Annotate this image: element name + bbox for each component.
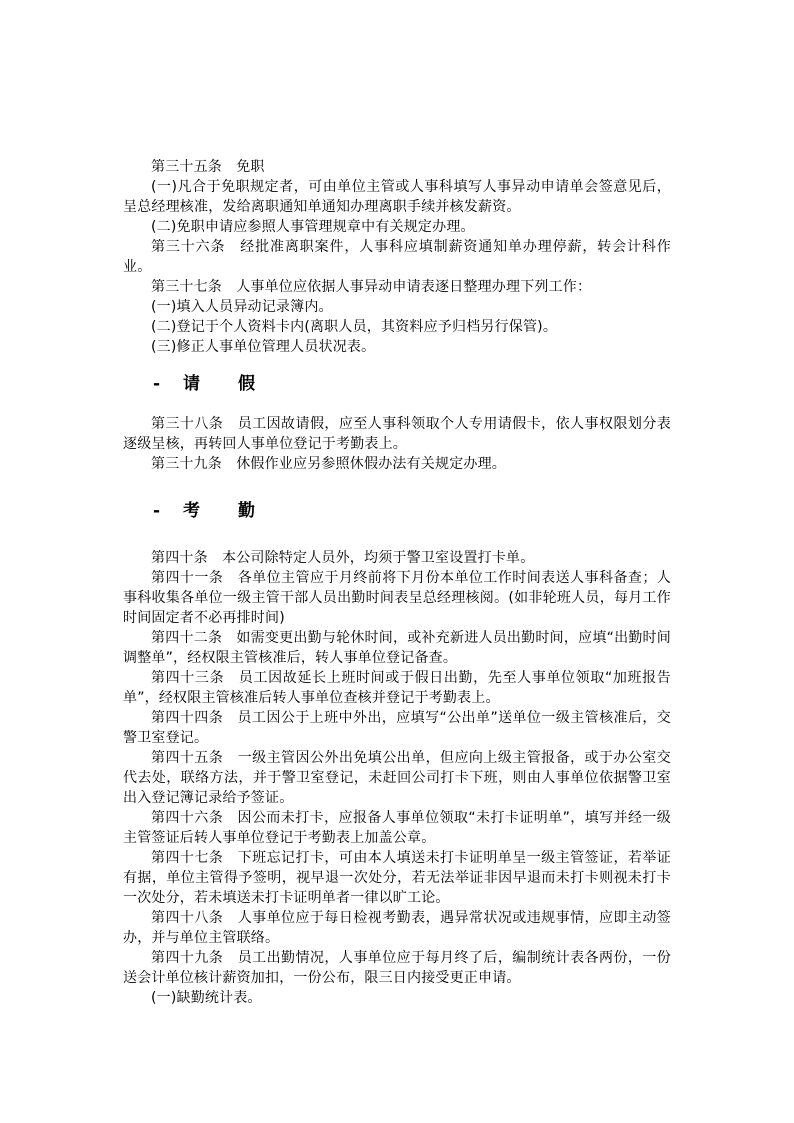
heading-char-2: 勤	[238, 501, 255, 521]
article-49-item-1: (一)缺勤统计表。	[151, 990, 262, 1006]
section-heading-leave	[123, 373, 671, 395]
article-42: 第四十二条 如需变更出勤与轮休时间，或补充新进人员出勤时间，应填“出勤时间调整单”，经权限主管核准后，转人事单位登记备查。	[123, 630, 671, 666]
heading-char-2: 假	[238, 374, 255, 394]
article-37: 第三十七条 人事单位应依据人事异动申请表逐日整理办理下列工作：	[151, 279, 592, 295]
article-43: 第四十三条 员工因故延长上班时间或于假日出勤，先至人事单位领取“加班报告单”，经权限主管核准后转人事单位查核并登记于考勤表上。	[123, 670, 671, 706]
article-35-item-2: (二)免职申请应参照人事管理规章中有关规定办理。	[151, 219, 475, 235]
article-47: 第四十七条 下班忘记打卡，可由本人填送未打卡证明单呈一级主管签证，若举证有据，单位主管得予签明，视早退一次处分，若无法举证非因早退而未打卡则视未打卡一次处分，若未填送未打卡证明单者一律以旷工论。	[123, 850, 671, 906]
article-44: 第四十四条 员工因公于上班中外出，应填写“公出单”送单位一级主管核准后，交警卫室登记。	[123, 710, 671, 746]
article-37-item-3: (三)修正人事单位管理人员状况表。	[151, 339, 376, 355]
article-41: 第四十一条 各单位主管应于月终前将下月份本单位工作时间表送人事科备查；人事科收集各单位一级主管干部人员出勤时间表呈总经理核阅。(如非轮班人员，每月工作时间固定者不必再排时间)	[123, 570, 671, 626]
heading-dash: -	[153, 374, 161, 394]
article-46: 第四十六条 因公而未打卡，应报备人事单位领取“未打卡证明单”，填写并经一级主管签证后转人事单位登记于考勤表上加盖公章。	[123, 810, 671, 846]
article-49: 第四十九条 员工出勤情况，人事单位应于每月终了后，编制统计表各两份，一份送会计单位核计薪资加扣，一份公布，限三日内接受更正申请。	[123, 950, 671, 986]
heading-char-1: 考	[183, 501, 200, 521]
article-35-item-1: (一)凡合于免职规定者，可由单位主管或人事科填写人事异动申请单会签意见后，呈总经理核准，发给离职通知单通知办理离职手续并核发薪资。	[123, 179, 671, 215]
document-body	[123, 157, 671, 1008]
article-37-item-1: (一)填入人员异动记录簿内。	[151, 299, 333, 315]
article-48: 第四十八条 人事单位应于每日检视考勤表，遇异常状况或违规事情，应即主动签办，并与单位主管联络。	[123, 910, 671, 946]
section-heading-attendance	[123, 500, 671, 522]
heading-dash: -	[153, 501, 161, 521]
heading-char-1: 请	[183, 374, 200, 394]
article-38: 第三十八条 员工因故请假，应至人事科领取个人专用请假卡，依人事权限划分表逐级呈核，再转回人事单位登记于考勤表上。	[123, 416, 671, 452]
article-39: 第三十九条 休假作业应另参照休假办法有关规定办理。	[151, 456, 506, 472]
article-35-title: 第三十五条 免职	[151, 159, 265, 175]
article-40: 第四十条 本公司除特定人员外，均须于警卫室设置打卡单。	[151, 550, 535, 566]
article-36: 第三十六条 经批准离职案件，人事科应填制薪资通知单办理停薪，转会计科作业。	[123, 239, 671, 275]
article-37-item-2: (二)登记于个人资料卡内(离职人员，其资料应予归档另行保管)。	[151, 319, 558, 335]
article-45: 第四十五条 一级主管因公外出免填公出单，但应向上级主管报备，或于办公室交代去处，联络方法，并于警卫室登记，未赶回公司打卡下班，则由人事单位依据警卫室出入登记簿记录给予签证。	[123, 750, 671, 806]
